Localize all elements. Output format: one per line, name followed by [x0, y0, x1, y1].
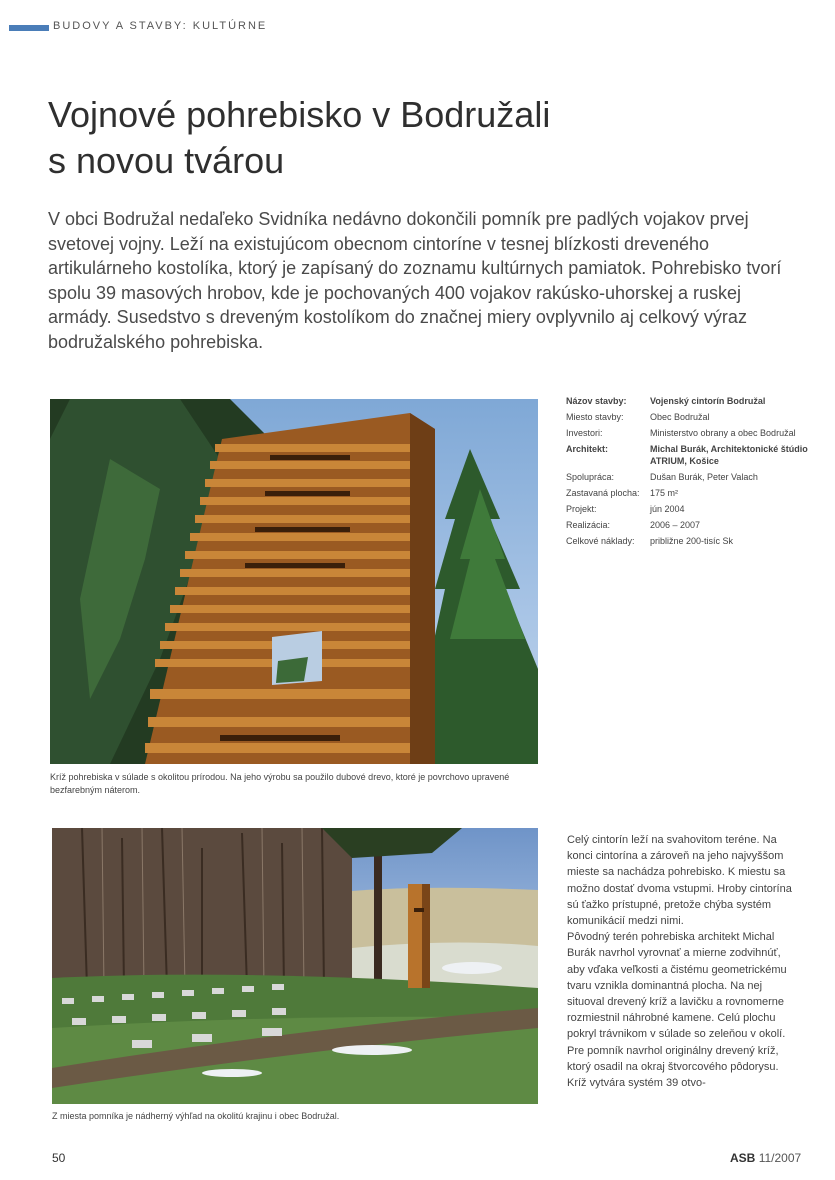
photo-landscape-view — [52, 828, 538, 1104]
fact-row — [566, 471, 816, 483]
body-text — [567, 832, 797, 1091]
fact-value: 2006 – 2007 — [650, 520, 701, 530]
photo-caption-1: Kríž pohrebiska v súlade s okolitou prírodou. Na jeho výrobu sa použilo dubové drevo, ktoré je povrchovo upravené bezfarebným náterom. — [50, 772, 510, 795]
fact-label: Zastavaná plocha: — [566, 488, 640, 498]
fact-value: jún 2004 — [650, 504, 685, 514]
fact-label: Architekt: — [566, 444, 609, 454]
page-number: 50 — [52, 1151, 66, 1165]
fact-label: Názov stavby: — [566, 396, 627, 406]
fact-label: Realizácia: — [566, 520, 611, 530]
issue-number: 11/2007 — [758, 1151, 802, 1165]
fact-row — [566, 487, 816, 499]
fact-row — [566, 519, 816, 531]
fact-row — [566, 427, 816, 439]
fact-label: Celkové náklady: — [566, 536, 635, 546]
section-label: BUDOVY A STAVBY: KULTÚRNE — [53, 20, 268, 32]
fact-row — [566, 443, 816, 467]
fact-value: Ministerstvo obrany a obec Bodružal — [650, 428, 796, 438]
fact-row — [566, 395, 816, 407]
title-line-1: Vojnové pohrebisko v Bodružali — [48, 94, 551, 135]
cross-monument-illustration — [50, 399, 538, 764]
photo-cross-monument — [50, 399, 538, 764]
title-line-2: s novou tvárou — [48, 140, 285, 181]
magazine-name: ASB — [730, 1151, 756, 1165]
fact-row — [566, 411, 816, 423]
fact-label: Spolupráca: — [566, 472, 615, 482]
fact-value: Dušan Burák, Peter Valach — [650, 472, 758, 482]
fact-box — [566, 395, 816, 551]
body-paragraph-1: Celý cintorín leží na svahovitom teréne. Na konci cintorína a zároveň na jeho najvyššom mieste sa nachádza pohrebisko. K miestu sa možno dostať dvoma vstupmi. Hroby cintorína sú ťažko prístupné, pretože chýba systém komunikácií medzi nimi. — [567, 834, 792, 928]
fact-label: Miesto stavby: — [566, 412, 624, 422]
fact-label: Investori: — [566, 428, 603, 438]
fact-value: približne 200-tisíc Sk — [650, 536, 734, 546]
fact-value: Michal Burák, Architektonické štúdio ATRIUM, Košice — [650, 444, 808, 466]
landscape-illustration — [52, 828, 538, 1104]
fact-row — [566, 535, 816, 547]
photo-caption-2: Z miesta pomníka je nádherný výhľad na okolitú krajinu i obec Bodružal. — [52, 1111, 340, 1121]
fact-value: Obec Bodružal — [650, 412, 710, 422]
fact-row — [566, 503, 816, 515]
body-paragraph-2: Pôvodný terén pohrebiska architekt Michal Burák navrhol vyrovnať a mierne zodvihnúť, aby vďaka veľkosti a čistému geometrickému tvaru vznikla dominantná plocha. Na nej situoval drevený kríž a lavičku a rovnomerne rozmiestnil náhrobné kamene. Celú plochu pokryl trávnikom v súlade so zeleňou v okolí. Pre pomník navrhol originálny drevený kríž, ktorý osadil na okraj štvorcového pôdorysu. Kríž vytvára systém 39 otvo- — [567, 931, 787, 1090]
page-title — [48, 92, 748, 184]
fact-value: Vojenský cintorín Bodružal — [650, 396, 766, 406]
magazine-issue — [730, 1151, 801, 1165]
fact-value: 175 m² — [650, 488, 679, 498]
lead-paragraph: V obci Bodružal nedaľeko Svidníka nedávno dokončili pomník pre padlých vojakov prvej svetovej vojny. Leží na existujúcom obecnom cintoríne v tesnej blízkosti dreveného artikulárneho kostolíka, ktorý je zapísaný do zoznamu kultúrnych pamiatok. Pohrebisko tvorí spolu 39 masových hrobov, kde je pochovaných 400 vojakov rakúsko-uhorskej a ruskej armády. Susedstvo s dreveným kostolíkom do značnej miery ovplyvnilo aj celkový výraz bodružalského pohrebiska. — [48, 209, 782, 352]
section-marker — [9, 25, 49, 31]
fact-label: Projekt: — [566, 504, 597, 514]
